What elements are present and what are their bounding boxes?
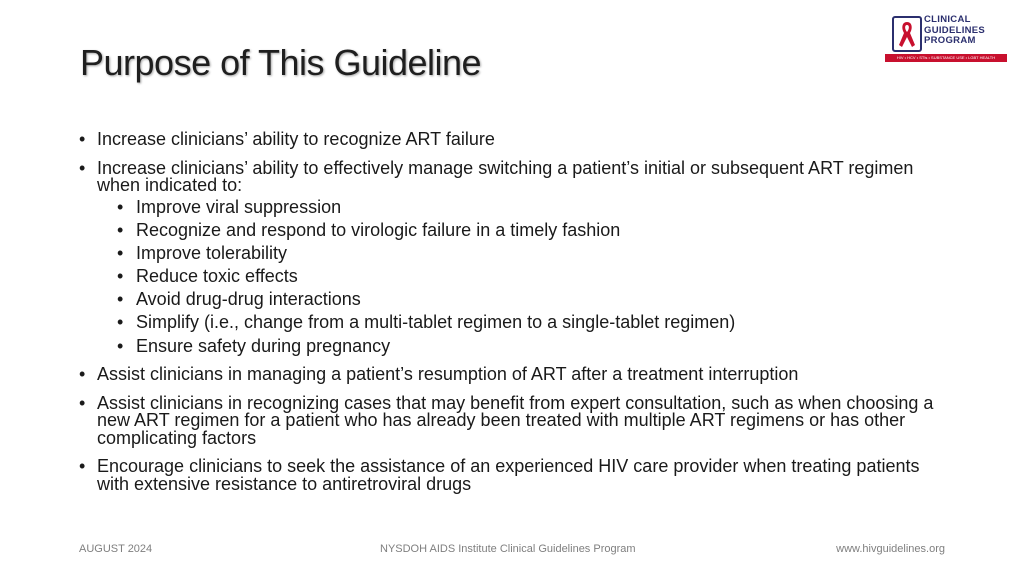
bullet-seek-assistance: • Encourage clinicians to seek the assistance of an experienced HIV care provider when treating patients with extensive resistance to antiretroviral drugs: [75, 458, 935, 493]
switching-reasons-list: [97, 196, 935, 356]
sub-bullet: • Recognize and respond to virologic failure in a timely fashion: [97, 222, 935, 240]
logo-line-2: GUIDELINES: [924, 24, 986, 36]
sub-bullet: • Improve viral suppression: [97, 199, 935, 217]
red-ribbon-icon: [894, 18, 920, 50]
bullet-manage-switching: [75, 157, 935, 356]
sub-bullet: • Avoid drug-drug interactions: [97, 291, 935, 309]
logo-wordmark: [924, 15, 985, 47]
logo-frame: [892, 16, 922, 52]
bullet-recognize-failure: • Increase clinicians’ ability to recognize ART failure: [75, 131, 935, 149]
logo-line-1: CLINICAL: [924, 14, 971, 25]
logo-line-3: PROGRAM: [924, 35, 976, 46]
footer-date: AUGUST 2024: [79, 543, 153, 555]
bullet-manage-switching-text: Increase clinicians’ ability to effectively manage switching a patient’s initial or subsequent ART regimen when indicated to:: [97, 157, 914, 195]
bullet-resumption: • Assist clinicians in managing a patient’s resumption of ART after a treatment interruption: [75, 366, 935, 384]
bullet-expert-consultation: • Assist clinicians in recognizing cases that may benefit from expert consultation, such as when choosing a new ART regimen for a patient who has already been treated with multiple ART regimens or has other complicating factors: [75, 395, 935, 448]
sub-bullet: • Ensure safety during pregnancy: [97, 338, 935, 356]
clinical-guidelines-program-logo: [884, 14, 1008, 64]
slide-title: Purpose of This Guideline: [80, 42, 482, 83]
sub-bullet: • Simplify (i.e., change from a multi-tablet regimen to a single-tablet regimen): [97, 314, 935, 332]
purpose-bullet-list: [75, 131, 935, 493]
logo-tagline-band: HIV • HCV • STIs • SUBSTANCE USE • LGBT HEALTH: [885, 54, 1007, 62]
sub-bullet: • Improve tolerability: [97, 245, 935, 263]
footer-organization: NYSDOH AIDS Institute Clinical Guidelines Program: [380, 543, 636, 555]
sub-bullet: • Reduce toxic effects: [97, 268, 935, 286]
footer-website-link[interactable]: www.hivguidelines.org: [836, 543, 945, 555]
